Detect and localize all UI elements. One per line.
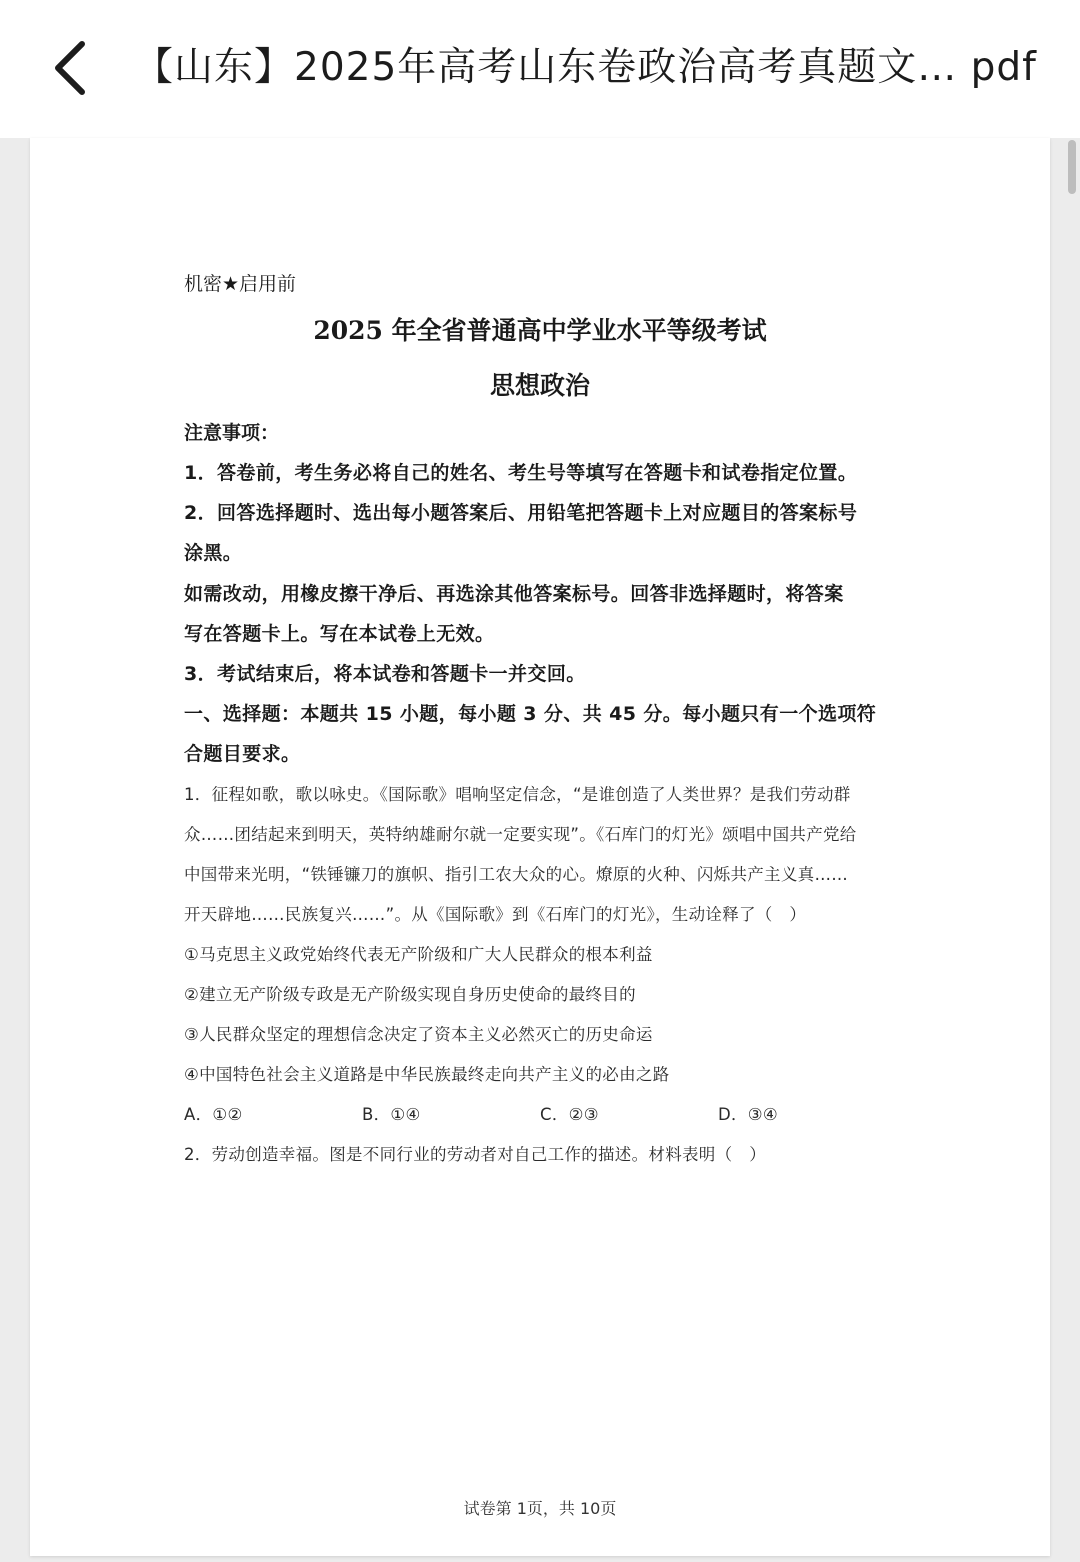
- statement-item: ①马克思主义政党始终代表无产阶级和广大人民群众的根本利益: [184, 945, 653, 964]
- pdf-viewer[interactable]: [0, 138, 1080, 1562]
- section-heading: 合题目要求。: [184, 743, 301, 765]
- option-a: A．①②: [184, 1105, 243, 1124]
- question-2-stem: 2．劳动创造幸福。图是不同行业的劳动者对自己工作的描述。材料表明（ ）: [184, 1145, 766, 1164]
- note-line: 3．考试结束后，将本试卷和答题卡一并交回。: [184, 663, 586, 685]
- statement-item: ④中国特色社会主义道路是中华民族最终走向共产主义的必由之路: [184, 1065, 670, 1084]
- chevron-left-icon: [38, 30, 102, 106]
- section-heading: 一、选择题：本题共 15 小题，每小题 3 分、共 45 分。每小题只有一个选项符: [184, 703, 877, 725]
- statement-item: ③人民群众坚定的理想信念决定了资本主义必然灭亡的历史命运: [184, 1025, 653, 1044]
- option-d: D．③④: [718, 1105, 778, 1124]
- pdf-page: [30, 138, 1050, 1556]
- notes-heading: 注意事项：: [184, 422, 280, 444]
- question-stem-line: 1．征程如歌，歌以咏史。《国际歌》唱响坚定信念，“是谁创造了人类世界？是我们劳动群: [184, 785, 851, 804]
- question-stem-line: 开天辟地……民族复兴……”。从《国际歌》到《石库门的灯光》，生动诠释了（ ）: [184, 905, 807, 924]
- option-c: C．②③: [540, 1105, 599, 1124]
- question-stem-line: 众……团结起来到明天，英特纳雄耐尔就一定要实现”。《石库门的灯光》颂唱中国共产党给: [184, 825, 857, 844]
- question-stem-line: 中国带来光明，“铁锤镰刀的旗帜、指引工农大众的心。燎原的火种、闪烁共产主义真……: [184, 865, 849, 884]
- note-line: 2．回答选择题时、选出每小题答案后、用铅笔把答题卡上对应题目的答案标号: [184, 502, 858, 524]
- note-line: 涂黑。: [184, 542, 243, 564]
- confidential-label: 机密★启用前: [184, 273, 297, 295]
- note-line: 1．答卷前，考生务必将自己的姓名、考生号等填写在答题卡和试卷指定位置。: [184, 462, 858, 484]
- document-title: 【山东】2025年高考山东卷政治高考真题文… pdf: [134, 45, 1037, 90]
- subject-title: 思想政治: [489, 371, 590, 400]
- note-line: 如需改动，用橡皮擦干净后、再选涂其他答案标号。回答非选择题时，将答案: [184, 583, 844, 605]
- statement-item: ②建立无产阶级专政是无产阶级实现自身历史使命的最终目的: [184, 985, 636, 1004]
- back-button[interactable]: [38, 30, 102, 106]
- exam-title: 2025 年全省普通高中学业水平等级考试: [313, 316, 767, 345]
- top-app-bar: [0, 0, 1080, 138]
- page-footer: 试卷第 1页，共 10页: [463, 1499, 617, 1518]
- scrollbar[interactable]: [1066, 138, 1080, 1562]
- scrollbar-thumb[interactable]: [1068, 140, 1076, 194]
- option-b: B．①④: [362, 1105, 421, 1124]
- note-line: 写在答题卡上。写在本试卷上无效。: [184, 623, 495, 645]
